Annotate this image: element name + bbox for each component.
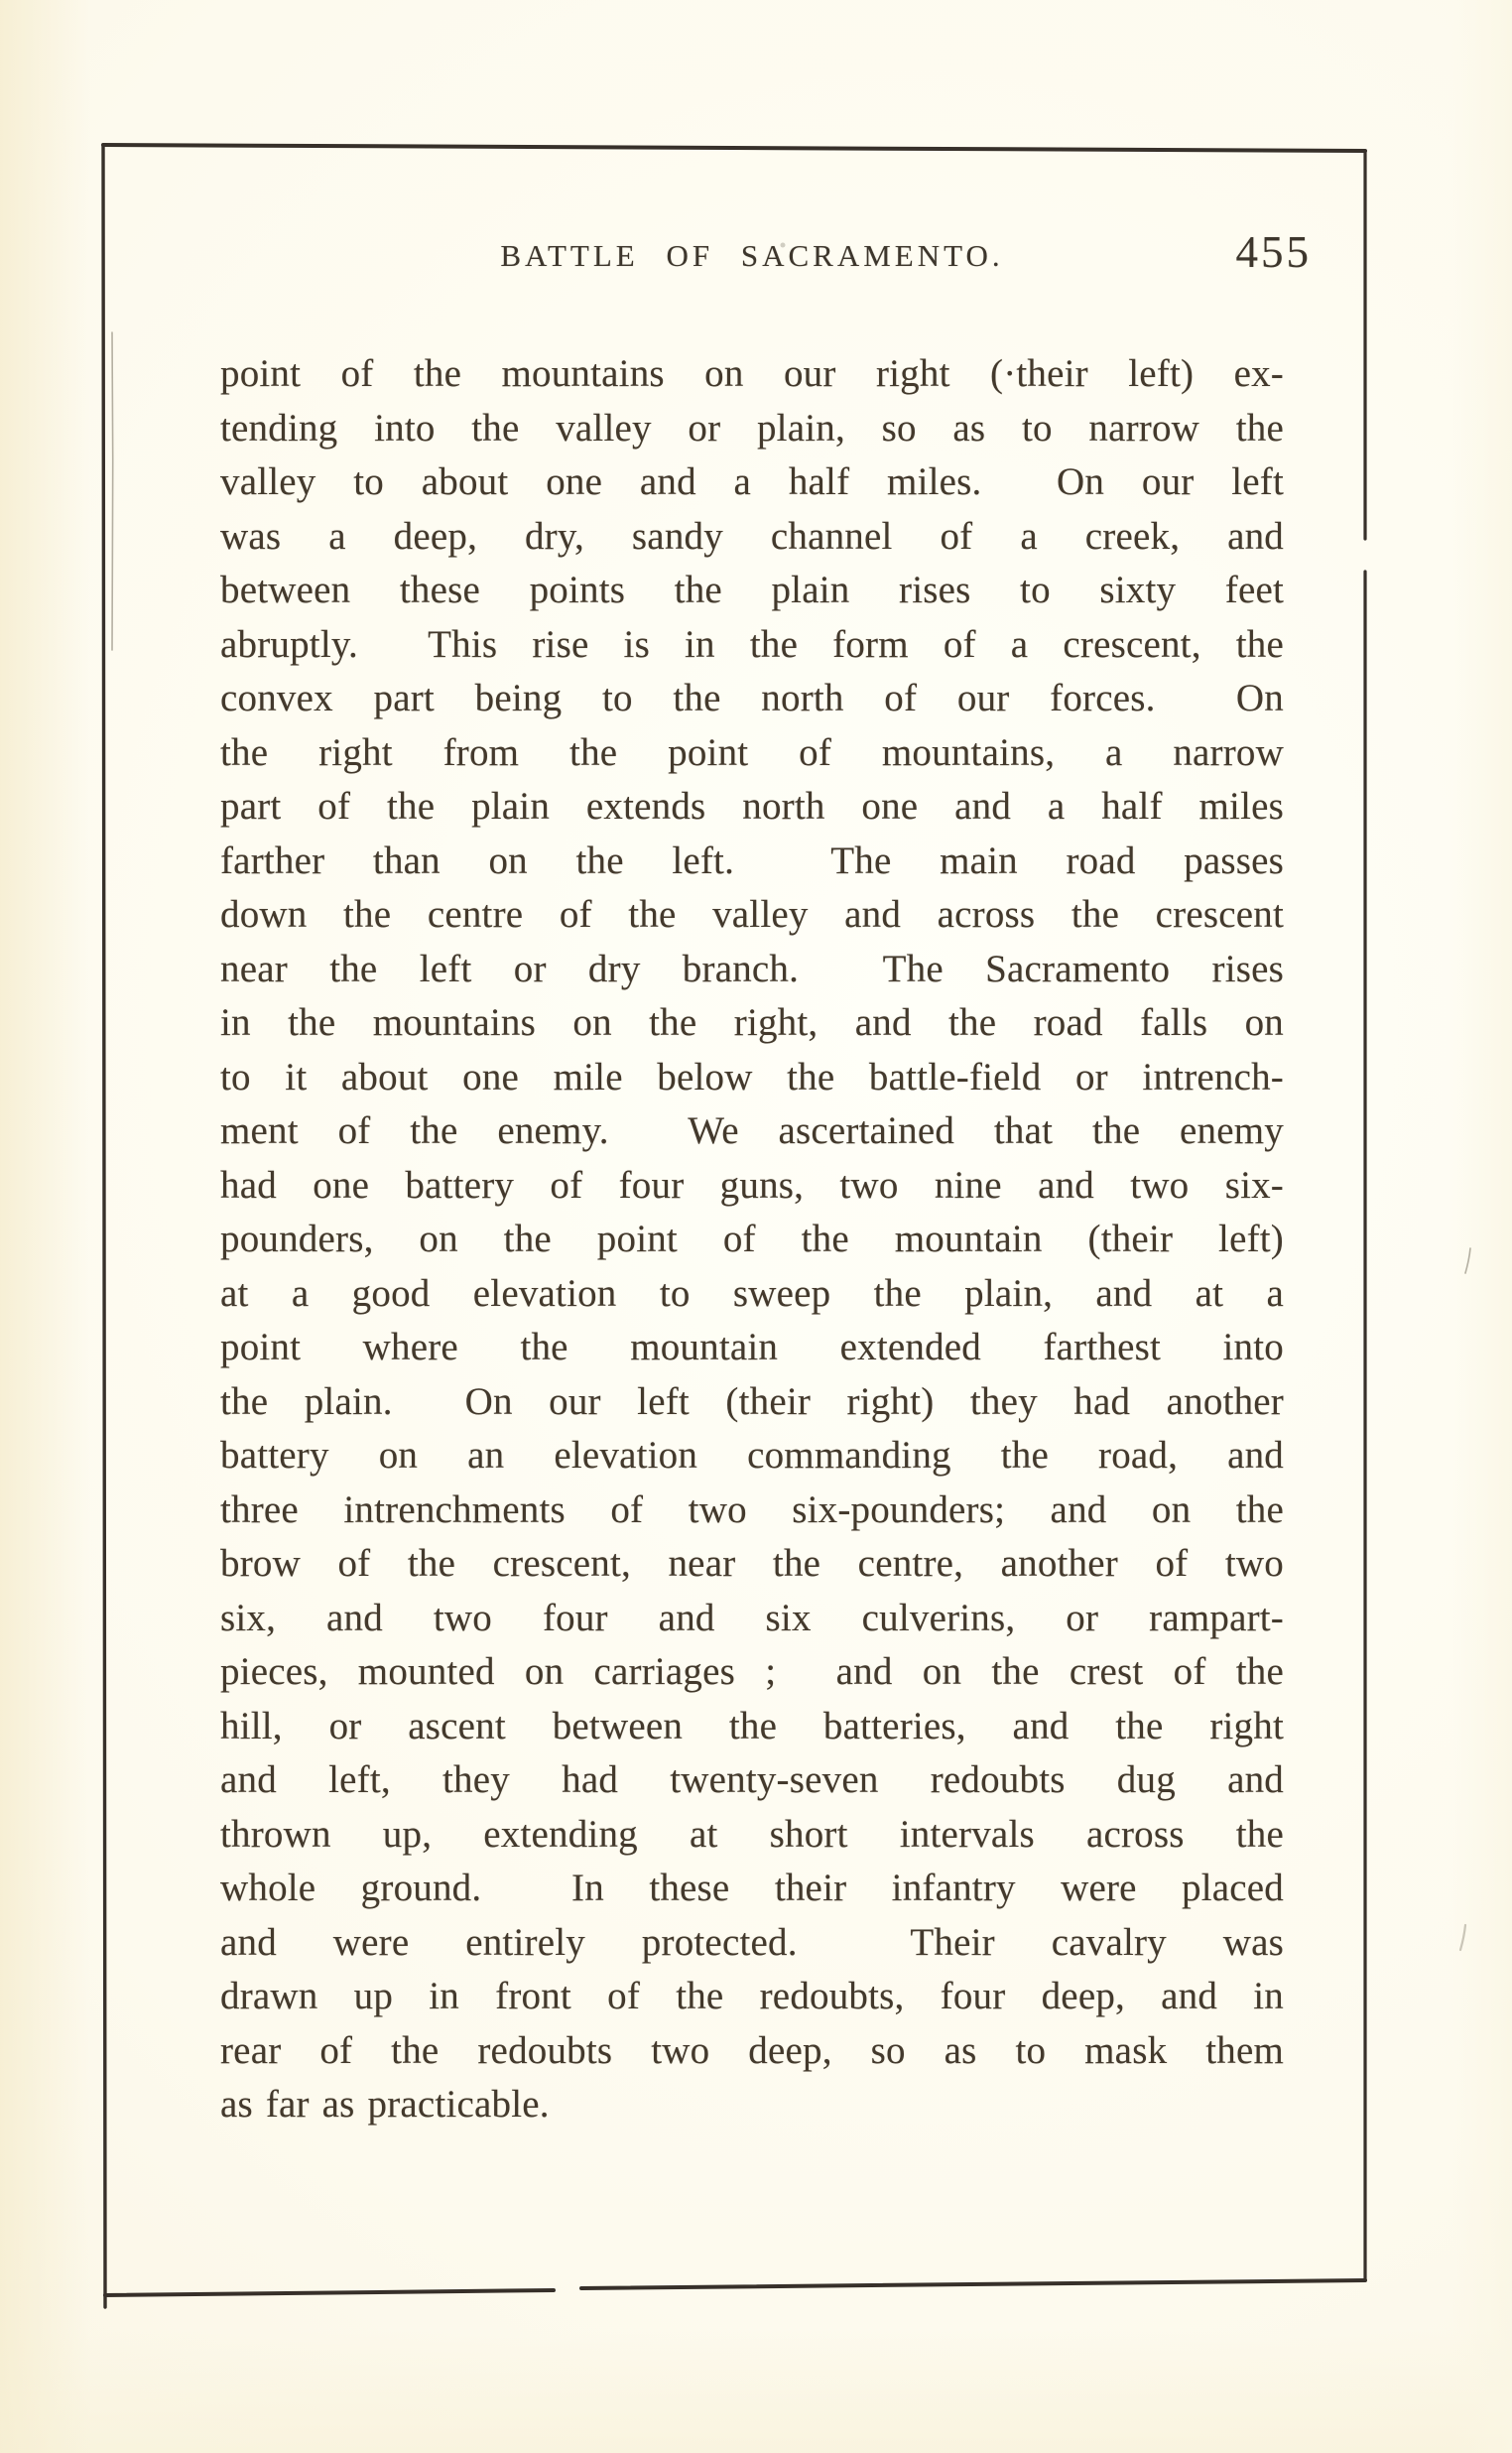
text-line: pieces, mounted on carriages ; and on the crest of the — [220, 1650, 1284, 1693]
text-line: tending into the valley or plain, so as to narrow the — [220, 406, 1284, 450]
page-header — [220, 227, 1312, 277]
text-line: at a good elevation to sweep the plain, and at a — [220, 1271, 1284, 1315]
text-line: was a deep, dry, sandy channel of a creek, and — [220, 514, 1284, 558]
text-line: convex part being to the north of our forces. On — [220, 677, 1284, 719]
text-line: point of the mountains on our right (·their left) ex- — [220, 352, 1284, 395]
text-line: valley to about one and a half miles. On our left — [220, 460, 1284, 503]
text-line: near the left or dry branch. The Sacramento rises — [220, 947, 1284, 990]
page-number: 455 — [1235, 227, 1312, 277]
text-line: rear of the redoubts two deep, so as to mask them — [220, 2028, 1284, 2072]
text-line: the right from the point of mountains, a narrow — [220, 730, 1284, 774]
text-line: point where the mountain extended farthest into — [220, 1326, 1284, 1368]
text-line: three intrenchments of two six-pounders; and on the — [220, 1487, 1284, 1531]
border-bottom-line — [105, 2280, 1365, 2295]
text-line: the plain. On our left (their right) they had another — [220, 1379, 1284, 1423]
border-top-line — [103, 145, 1365, 151]
text-line: in the mountains on the right, and the road falls on — [220, 1001, 1284, 1044]
text-line: farther than on the left. The main road passes — [220, 839, 1284, 882]
text-line: down the centre of the valley and across the crescent — [220, 893, 1284, 936]
text-line: between these points the plain rises to sixty feet — [220, 569, 1284, 611]
border-left-line — [103, 145, 105, 2307]
body-text-block — [220, 347, 1284, 2132]
text-line: had one battery of four guns, two nine and two six- — [220, 1163, 1284, 1207]
text-line: and were entirely protected. Their cavalry was — [220, 1920, 1284, 1964]
scan-artifact-speck — [1460, 1925, 1465, 1950]
text-line: battery on an elevation commanding the road, and — [220, 1434, 1284, 1477]
text-line: part of the plain extends north one and a half miles — [220, 785, 1284, 828]
text-line: and left, they had twenty-seven redoubts dug and — [220, 1758, 1284, 1801]
text-line: ment of the enemy. We ascertained that the enemy — [220, 1109, 1284, 1152]
text-line: to it about one mile below the battle-field or intrench- — [220, 1055, 1284, 1098]
text-line: drawn up in front of the redoubts, four deep, and in — [220, 1975, 1284, 2017]
text-line: abruptly. This rise is in the form of a crescent, the — [220, 622, 1284, 666]
running-title: BATTLE OF SACRAMENTO. — [500, 238, 1004, 273]
text-line: whole ground. In these their infantry were placed — [220, 1867, 1284, 1909]
scan-artifact-doubled-line — [112, 332, 113, 650]
text-line: brow of the crescent, near the centre, another of two — [220, 1542, 1284, 1585]
text-line: as far as practicable. — [220, 2083, 550, 2126]
text-line: hill, or ascent between the batteries, and the right — [220, 1704, 1284, 1747]
scan-artifact-speck — [1465, 1248, 1470, 1273]
text-line: pounders, on the point of the mountain (their left) — [220, 1218, 1284, 1260]
text-line: six, and two four and six culverins, or rampart- — [220, 1596, 1284, 1639]
text-line: thrown up, extending at short intervals across the — [220, 1812, 1284, 1856]
